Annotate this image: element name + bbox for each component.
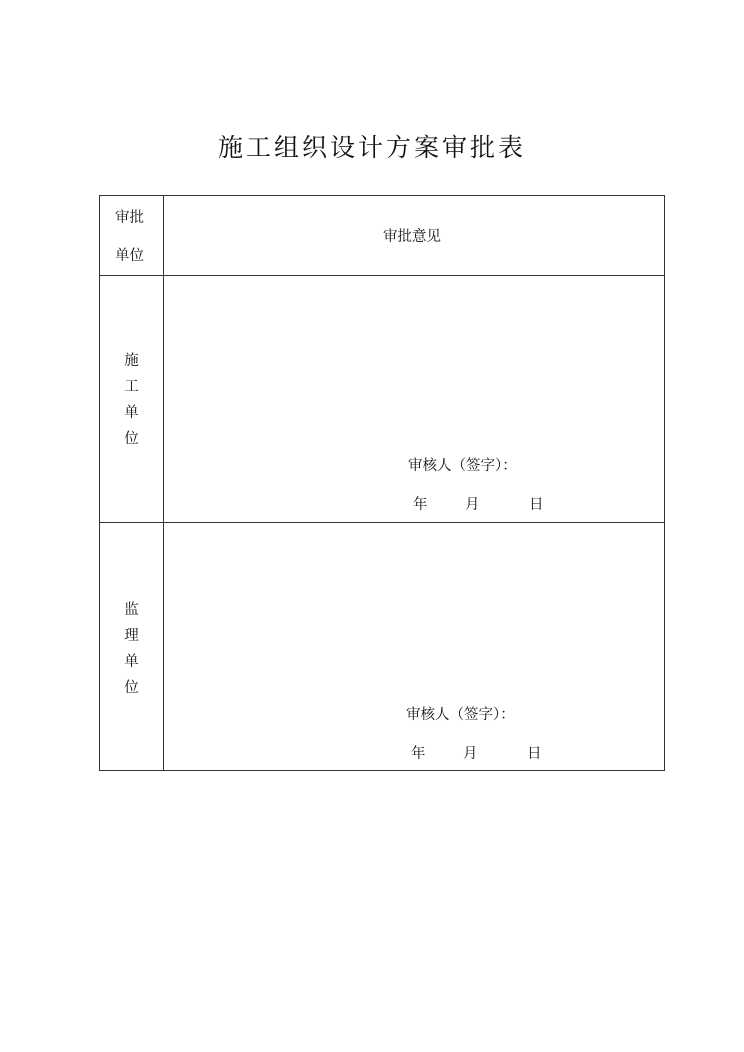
header-opinion-label: 审批意见 bbox=[383, 229, 441, 245]
supervision-month-label: 月 bbox=[463, 746, 478, 762]
construction-day-label: 日 bbox=[529, 497, 544, 513]
row-divider-construction bbox=[100, 522, 664, 523]
supervision-year-label: 年 bbox=[411, 746, 426, 762]
supervision-reviewer-signature-label: 审核人（签字）： bbox=[406, 707, 515, 723]
construction-year-label: 年 bbox=[413, 497, 428, 513]
row-divider-header bbox=[100, 275, 664, 276]
construction-reviewer-signature-label: 审核人（签字）： bbox=[408, 458, 517, 474]
approval-form-table bbox=[99, 195, 665, 771]
construction-unit-label: 施 工 单 位 bbox=[124, 353, 139, 447]
header-unit-label-line2: 单位 bbox=[115, 248, 144, 264]
supervision-unit-label: 监 理 单 位 bbox=[124, 602, 139, 696]
supervision-day-label: 日 bbox=[527, 746, 542, 762]
column-divider bbox=[163, 196, 164, 770]
document-title: 施工组织设计方案审批表 bbox=[217, 133, 526, 162]
header-unit-label-line1: 审批 bbox=[115, 210, 144, 226]
construction-month-label: 月 bbox=[465, 497, 480, 513]
